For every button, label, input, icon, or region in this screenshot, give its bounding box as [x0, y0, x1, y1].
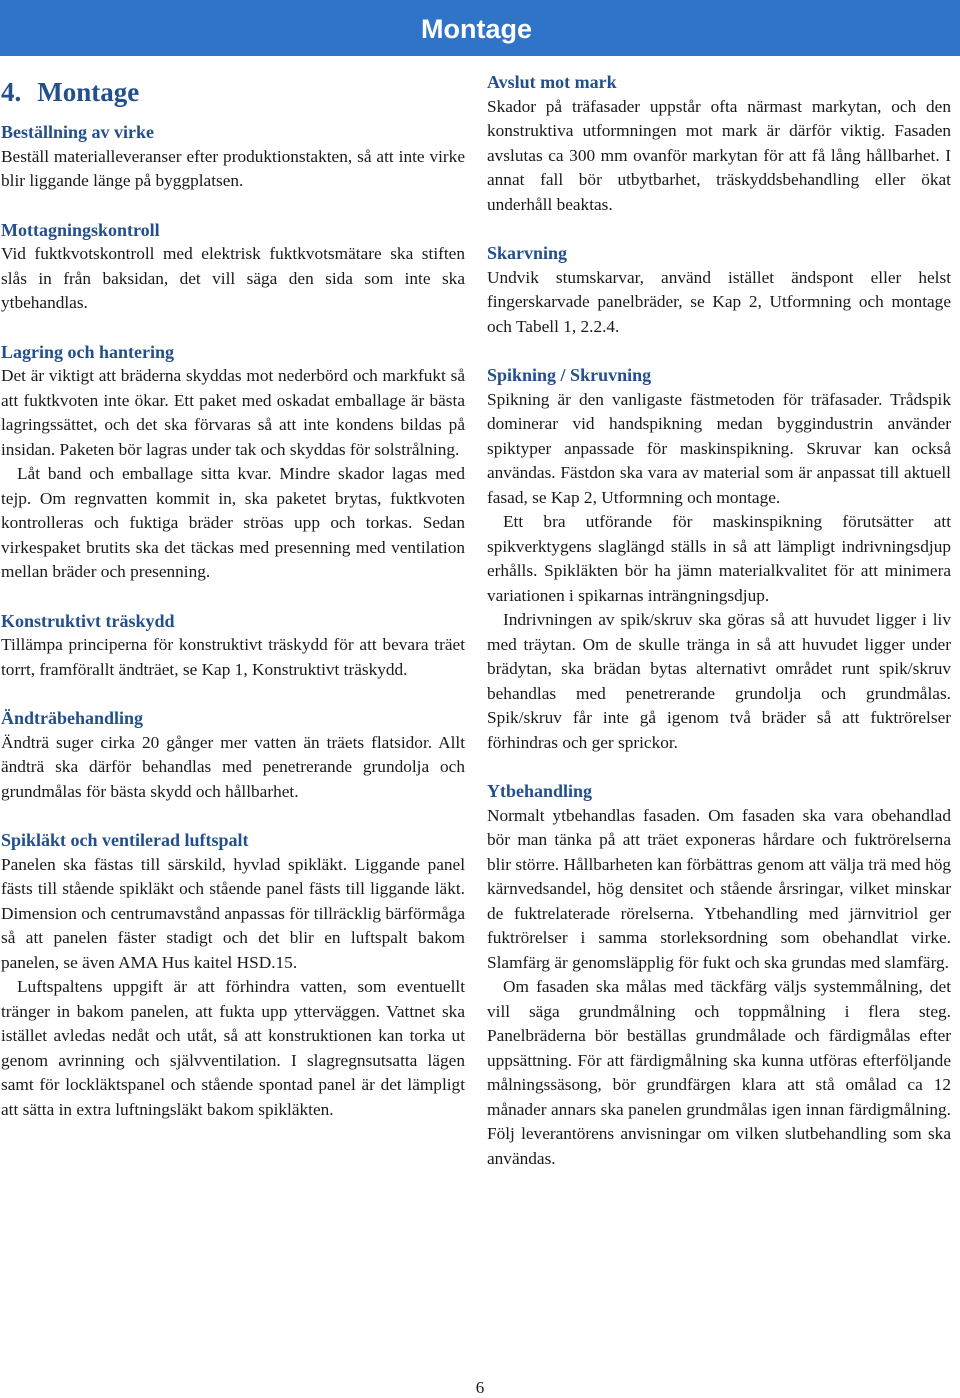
section-paragraph: Det är viktigt att bräderna skyddas mot nederbörd och markfukt så att fuktkvoten inte ökar. Ett paket med oskadat emballage är bästa lagringssättet, och det ska förvaras så att inte kondens bildas på insidan. Paketen bör lagras under tak och skyddas för solstrålning.: [1, 366, 465, 459]
chapter-number: 4.: [1, 77, 22, 107]
section-paragraph: Panelen ska fästas till särskild, hyvlad spikläkt. Liggande panel fästs till stående spikläkt och stående panel fästs till liggande läkt. Dimension och centrumavstånd anpassas för tillräcklig bärförmåga så att panelen fäster stadigt och det blir en luftspalt bakom panelen, se även AMA Hus kaitel HSD.15.: [1, 854, 465, 972]
section-mottagningskontroll: [1, 218, 465, 316]
page-number: 6: [475, 1378, 485, 1397]
section-paragraph: Om fasaden ska målas med täckfärg väljs systemmålning, det vill säga grundmålning och toppmålning i flera steg. Panelbräderna bör beställas grundmålade och färdigmålas efter uppsättning. För att färdigmålning ska kunna utföras efterföljande målningssäsong, bör grundfärgen klara att stå omålad ca 12 månader annars ska panelen grundmålas igen innan färdigmålning. Följ leverantörens anvisningar om vilken slutbehandling som ska användas.: [487, 977, 951, 1168]
section-andtrabehandling: [1, 706, 465, 804]
section-paragraph: Normalt ytbehandlas fasaden. Om fasaden ska vara obehandlad bör man tänka på att träet exponeras hårdare och fuktrörelserna blir större. Hållbarheten kan förbättras genom att välja trä med hög kärnvedsandel, hög densitet och stående årsringar, vilket minskar de fuktrelaterade rörelserna. Ytbehandling med järnvitriol ger fuktrörelser i samma storleksordning som obehandlat virke. Slamfärg är genomsläpplig för fukt och ska grundas med slamfärg.: [487, 805, 951, 972]
left-column: [1, 70, 465, 1146]
section-heading: Beställning av virke: [1, 122, 155, 142]
section-spikning-skruvning: [487, 363, 951, 755]
section-paragraph: Ett bra utförande för maskinspikning förutsätter att spikverktygens slaglängd ställs in så att lämpligt indrivningsdjup erhålls. Spikläkten bör ha jämn materialkvalitet för att minimera variationen i spikarnas inträngningsdjup.: [487, 512, 951, 605]
section-paragraph: Spikning är den vanligaste fästmetoden för träfasader. Trådspik dominerar vid handspikning medan byggindustrin använder spiktyper anpassade för maskinspikning. Skruvar kan också användas. Fästdon ska vara av material som är anpassat till aktuell fasad, se Kap 2, Utformning och montage.: [487, 389, 951, 507]
chapter-heading: [1, 74, 465, 110]
right-column: [487, 70, 951, 1195]
section-paragraph: Tillämpa principerna för konstruktivt träskydd för att bevara träet torrt, framförallt ändträet, se Kap 1, Konstruktivt träskydd.: [1, 635, 465, 679]
section-paragraph: Undvik stumskarvar, använd istället ändspont eller helst fingerskarvade panelbräder, se Kap 2, Utformning och montage och Tabell 1, 2.2.4.: [487, 267, 951, 336]
section-bestallning-av-virke: [1, 120, 465, 194]
chapter-title: Montage: [37, 77, 140, 107]
section-heading: Konstruktivt träskydd: [1, 610, 175, 631]
section-paragraph: Låt band och emballage sitta kvar. Mindre skador lagas med tejp. Om regnvatten kommit in, ska paketet brytas, fuktkvoten kontrolleras och fuktiga bräder ströas upp och torkas. Sedan virkespaket brutits ska det täckas med presenning med ventilation mellan bräder och presenning.: [1, 464, 465, 581]
section-heading: Mottagningskontroll: [1, 219, 160, 240]
section-avslut-mot-mark: [487, 70, 951, 217]
section-paragraph: Skador på träfasader uppstår ofta närmast markytan, och den konstruktiva utformningen mot mark är därför viktig. Fasaden avslutas ca 300 mm ovanför markytan för att få lång hållbarhet. I annat fall bör utbytbarhet, träskyddsbehandling eller ökat underhåll beaktas.: [487, 96, 951, 214]
section-heading: Ytbehandling: [487, 781, 593, 801]
section-heading: Skarvning: [487, 243, 568, 263]
section-paragraph: Luftspaltens uppgift är att förhindra vatten, som eventuellt tränger in bakom panelen, att fukta upp ytterväggen. Vattnet ska istället avledas nedåt och utåt, så att konstruktionen kan torka ut genom avrinning och självventilation. I slagregnsutsatta lägen samt för lockläktspanel och stående spontad panel är det lämpligt att sätta in extra luftningsläkt bakom spikläkten.: [1, 977, 465, 1119]
section-paragraph: Beställ materialleveranser efter produktionstakten, så att inte virke blir liggande länge på byggplatsen.: [1, 146, 465, 190]
section-heading: Spikläkt och ventilerad luftspalt: [1, 830, 249, 850]
section-konstruktivt-traskydd: [1, 609, 465, 683]
section-paragraph: Indrivningen av spik/skruv ska göras så att huvudet ligger i liv med träytan. Om de skulle tränga in så att huvudet ligger under brädytan, ska brädan bytas alternativt området runt spik/skruv behandlas med penetrerande grundolja och grundmålas. Spik/skruv får inte gå igenom två bräder så att fuktrörelser förhindras och ger sprickor.: [487, 610, 951, 752]
section-heading: Spikning / Skruvning: [487, 365, 652, 385]
section-paragraph: Ändträ suger cirka 20 gånger mer vatten än träets flatsidor. Allt ändträ ska därför behandlas med penetrerande grundolja och grundmålas för bästa skydd och hållbarhet.: [1, 732, 465, 801]
section-spiklakt-och-ventilerad-luftspalt: [1, 828, 465, 1122]
section-paragraph: Vid fuktkvotskontroll med elektrisk fuktkvotsmätare ska stiften slås in från baksidan, det vill säga den sida som inte ska ytbehandlas.: [1, 244, 465, 312]
section-lagring-och-hantering: [1, 340, 465, 585]
section-skarvning: [487, 241, 951, 339]
section-ytbehandling: [487, 779, 951, 1171]
section-heading: Ändträbehandling: [1, 708, 144, 728]
section-heading: Avslut mot mark: [487, 72, 617, 92]
section-heading: Lagring och hantering: [1, 341, 175, 362]
banner-title: Montage: [421, 14, 532, 44]
